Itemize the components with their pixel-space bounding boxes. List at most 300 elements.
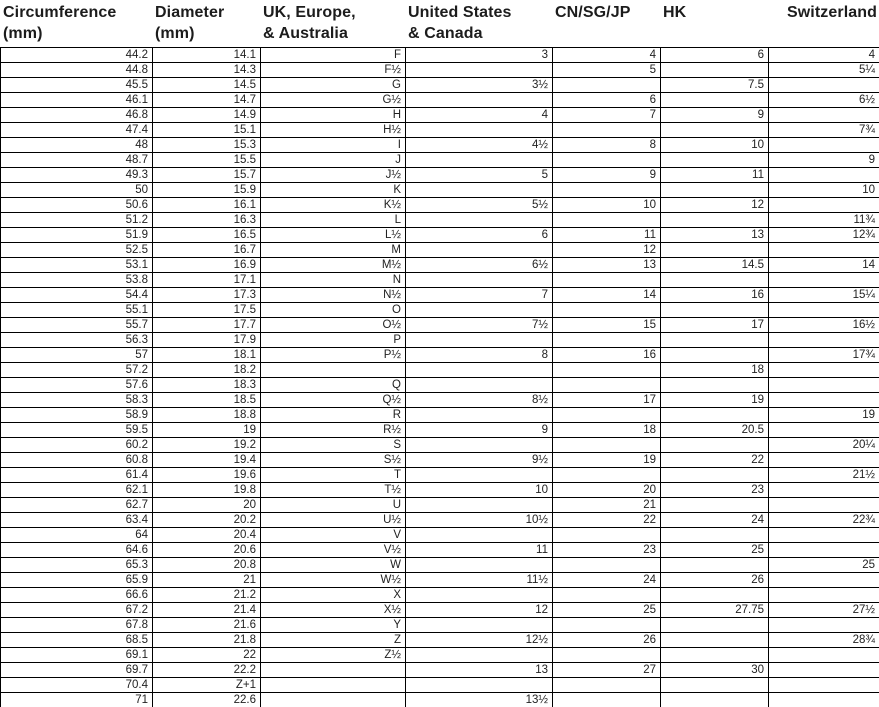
table-cell: [406, 333, 553, 348]
table-cell: 11¾: [769, 213, 879, 228]
table-cell: 5: [553, 63, 661, 78]
table-cell: 70.4: [1, 678, 153, 693]
table-cell: [406, 273, 553, 288]
header-cn-sg-jp: [552, 0, 660, 47]
table-cell: N: [261, 273, 406, 288]
table-row: [1, 483, 879, 498]
table-cell: 20.8: [153, 558, 261, 573]
table-cell: [661, 693, 769, 707]
table-row: [1, 498, 879, 513]
table-cell: L: [261, 213, 406, 228]
table-cell: F½: [261, 63, 406, 78]
table-cell: 17.5: [153, 303, 261, 318]
table-cell: [553, 363, 661, 378]
table-cell: 63.4: [1, 513, 153, 528]
table-cell: 57: [1, 348, 153, 363]
table-row: [1, 258, 879, 273]
table-row: [1, 183, 879, 198]
table-cell: [553, 78, 661, 93]
table-cell: 44.8: [1, 63, 153, 78]
table-cell: [769, 198, 879, 213]
table-row: [1, 678, 879, 693]
table-row: [1, 378, 879, 393]
table-cell: 16: [553, 348, 661, 363]
table-cell: 21.6: [153, 618, 261, 633]
table-row: [1, 663, 879, 678]
table-cell: [661, 153, 769, 168]
table-cell: 61.4: [1, 468, 153, 483]
table-cell: 5¼: [769, 63, 879, 78]
table-cell: 12: [661, 198, 769, 213]
table-cell: [769, 168, 879, 183]
table-cell: 4: [553, 48, 661, 63]
table-cell: 21½: [769, 468, 879, 483]
table-cell: 7: [553, 108, 661, 123]
table-cell: 16: [661, 288, 769, 303]
table-cell: 10: [406, 483, 553, 498]
table-cell: 54.4: [1, 288, 153, 303]
table-cell: 20.2: [153, 513, 261, 528]
table-cell: M: [261, 243, 406, 258]
table-cell: 8½: [406, 393, 553, 408]
table-cell: Z½: [261, 648, 406, 663]
table-cell: J: [261, 153, 406, 168]
table-cell: 22.2: [153, 663, 261, 678]
table-cell: 9½: [406, 453, 553, 468]
header-diameter-line1: Diameter: [155, 4, 225, 21]
table-cell: F: [261, 48, 406, 63]
table-cell: 58.3: [1, 393, 153, 408]
table-cell: [769, 453, 879, 468]
table-cell: 24: [661, 513, 769, 528]
header-switzerland: [768, 0, 879, 47]
table-cell: 27: [553, 663, 661, 678]
table-row: [1, 363, 879, 378]
table-cell: 4: [769, 48, 879, 63]
table-cell: 48: [1, 138, 153, 153]
table-cell: 69.7: [1, 663, 153, 678]
table-cell: [406, 123, 553, 138]
table-cell: N½: [261, 288, 406, 303]
table-cell: 25: [769, 558, 879, 573]
header-hk: [660, 0, 768, 47]
table-cell: 19: [661, 393, 769, 408]
table-cell: 19.2: [153, 438, 261, 453]
header-uk-line1: UK, Europe,: [263, 4, 356, 21]
table-cell: 7½: [406, 318, 553, 333]
table-row: [1, 588, 879, 603]
table-cell: 7¾: [769, 123, 879, 138]
table-cell: 6½: [406, 258, 553, 273]
table-cell: [661, 588, 769, 603]
table-row: [1, 618, 879, 633]
table-row: [1, 333, 879, 348]
table-cell: 55.1: [1, 303, 153, 318]
table-cell: H½: [261, 123, 406, 138]
table-cell: 27.75: [661, 603, 769, 618]
table-cell: Z+1: [153, 678, 261, 693]
table-row: [1, 108, 879, 123]
table-cell: [769, 543, 879, 558]
table-cell: 30: [661, 663, 769, 678]
table-cell: 19: [553, 453, 661, 468]
table-cell: 6½: [769, 93, 879, 108]
table-cell: 25: [553, 603, 661, 618]
table-cell: I: [261, 138, 406, 153]
table-cell: 67.2: [1, 603, 153, 618]
table-cell: 18.3: [153, 378, 261, 393]
table-cell: 21: [553, 498, 661, 513]
table-cell: 16.3: [153, 213, 261, 228]
table-cell: 49.3: [1, 168, 153, 183]
table-cell: [553, 183, 661, 198]
size-table-body: [1, 48, 879, 707]
table-cell: S½: [261, 453, 406, 468]
table-cell: 18.5: [153, 393, 261, 408]
table-cell: 22: [553, 513, 661, 528]
table-cell: [261, 693, 406, 707]
table-cell: 10½: [406, 513, 553, 528]
table-cell: 5½: [406, 198, 553, 213]
table-cell: 44.2: [1, 48, 153, 63]
table-cell: M½: [261, 258, 406, 273]
table-cell: 19.4: [153, 453, 261, 468]
table-cell: 15.9: [153, 183, 261, 198]
table-cell: P½: [261, 348, 406, 363]
table-cell: [769, 693, 879, 707]
header-uk-line2: & Australia: [263, 25, 348, 42]
table-cell: 14.1: [153, 48, 261, 63]
table-cell: 20: [153, 498, 261, 513]
table-cell: [769, 528, 879, 543]
table-cell: [553, 303, 661, 318]
table-cell: 7: [406, 288, 553, 303]
table-cell: 11½: [406, 573, 553, 588]
table-cell: 10: [553, 198, 661, 213]
table-row: [1, 693, 879, 707]
table-cell: Q: [261, 378, 406, 393]
table-cell: R: [261, 408, 406, 423]
table-row: [1, 168, 879, 183]
table-cell: [661, 63, 769, 78]
table-cell: [661, 528, 769, 543]
table-cell: 65.3: [1, 558, 153, 573]
table-cell: 50: [1, 183, 153, 198]
table-cell: 15.1: [153, 123, 261, 138]
table-row: [1, 393, 879, 408]
table-cell: 12½: [406, 633, 553, 648]
table-cell: [661, 438, 769, 453]
table-cell: [661, 93, 769, 108]
table-cell: 16.7: [153, 243, 261, 258]
table-cell: 51.2: [1, 213, 153, 228]
table-cell: [553, 333, 661, 348]
table-cell: 22.6: [153, 693, 261, 707]
table-cell: [769, 618, 879, 633]
table-cell: 17.9: [153, 333, 261, 348]
table-cell: 3½: [406, 78, 553, 93]
table-cell: 65.9: [1, 573, 153, 588]
table-cell: 14.3: [153, 63, 261, 78]
table-cell: 14.5: [153, 78, 261, 93]
header-switzerland-line2: Switzerland: [786, 4, 877, 21]
table-cell: 26: [553, 633, 661, 648]
table-cell: 19.6: [153, 468, 261, 483]
table-cell: [769, 648, 879, 663]
table-cell: 21.2: [153, 588, 261, 603]
table-cell: O½: [261, 318, 406, 333]
table-cell: 11: [553, 228, 661, 243]
table-cell: 17.7: [153, 318, 261, 333]
table-cell: [769, 138, 879, 153]
table-cell: 20¼: [769, 438, 879, 453]
table-cell: 28¾: [769, 633, 879, 648]
table-cell: 45.5: [1, 78, 153, 93]
table-cell: V: [261, 528, 406, 543]
ring-size-table: [0, 47, 879, 707]
table-cell: Z: [261, 633, 406, 648]
table-cell: [769, 663, 879, 678]
table-cell: [661, 213, 769, 228]
table-cell: [406, 183, 553, 198]
header-us-line1: United States: [408, 4, 512, 21]
table-cell: W½: [261, 573, 406, 588]
table-cell: [769, 243, 879, 258]
table-cell: 46.8: [1, 108, 153, 123]
header-diameter-line2: (mm): [155, 25, 195, 42]
table-cell: 20: [553, 483, 661, 498]
table-cell: L½: [261, 228, 406, 243]
table-row: [1, 528, 879, 543]
table-cell: [553, 648, 661, 663]
table-row: [1, 303, 879, 318]
table-cell: 60.8: [1, 453, 153, 468]
table-cell: [553, 468, 661, 483]
table-cell: 19.8: [153, 483, 261, 498]
table-cell: 3: [406, 48, 553, 63]
table-cell: [661, 333, 769, 348]
table-cell: 53.1: [1, 258, 153, 273]
table-cell: O: [261, 303, 406, 318]
table-cell: 57.2: [1, 363, 153, 378]
table-cell: 15.3: [153, 138, 261, 153]
table-cell: 26: [661, 573, 769, 588]
table-row: [1, 273, 879, 288]
table-cell: 9: [661, 108, 769, 123]
table-cell: [769, 108, 879, 123]
table-cell: 58.9: [1, 408, 153, 423]
table-cell: [406, 363, 553, 378]
table-cell: J½: [261, 168, 406, 183]
table-cell: 12¾: [769, 228, 879, 243]
table-cell: [661, 273, 769, 288]
table-cell: [661, 408, 769, 423]
table-cell: 6: [406, 228, 553, 243]
table-cell: 55.7: [1, 318, 153, 333]
table-cell: [769, 678, 879, 693]
table-cell: [769, 303, 879, 318]
table-cell: [769, 78, 879, 93]
table-row: [1, 648, 879, 663]
table-cell: 12: [406, 603, 553, 618]
table-cell: 9: [553, 168, 661, 183]
table-cell: 20.4: [153, 528, 261, 543]
table-row: [1, 93, 879, 108]
table-cell: [406, 153, 553, 168]
table-cell: Y: [261, 618, 406, 633]
table-cell: 21.8: [153, 633, 261, 648]
table-cell: X½: [261, 603, 406, 618]
table-cell: [406, 213, 553, 228]
table-cell: 24: [553, 573, 661, 588]
table-cell: [661, 243, 769, 258]
table-row: [1, 573, 879, 588]
table-cell: S: [261, 438, 406, 453]
table-cell: 17: [553, 393, 661, 408]
table-cell: 59.5: [1, 423, 153, 438]
table-cell: [553, 273, 661, 288]
table-cell: 50.6: [1, 198, 153, 213]
table-row: [1, 48, 879, 63]
table-cell: 17: [661, 318, 769, 333]
table-cell: 10: [769, 183, 879, 198]
table-cell: [406, 303, 553, 318]
table-cell: R½: [261, 423, 406, 438]
table-cell: 6: [553, 93, 661, 108]
table-cell: [769, 483, 879, 498]
table-cell: 14.9: [153, 108, 261, 123]
table-cell: [661, 378, 769, 393]
table-cell: [406, 378, 553, 393]
table-row: [1, 513, 879, 528]
table-cell: 20.6: [153, 543, 261, 558]
table-cell: 11: [406, 543, 553, 558]
table-row: [1, 318, 879, 333]
table-cell: T½: [261, 483, 406, 498]
table-cell: 60.2: [1, 438, 153, 453]
table-row: [1, 423, 879, 438]
table-cell: 9: [769, 153, 879, 168]
table-cell: 64.6: [1, 543, 153, 558]
table-cell: [769, 393, 879, 408]
table-cell: 57.6: [1, 378, 153, 393]
header-diameter: [152, 0, 260, 47]
table-cell: [406, 618, 553, 633]
table-cell: [553, 438, 661, 453]
table-cell: [661, 498, 769, 513]
table-row: [1, 213, 879, 228]
table-cell: 23: [661, 483, 769, 498]
table-cell: 22: [153, 648, 261, 663]
table-cell: [406, 63, 553, 78]
table-cell: 8: [406, 348, 553, 363]
table-cell: [406, 93, 553, 108]
table-cell: K½: [261, 198, 406, 213]
table-cell: 4: [406, 108, 553, 123]
table-cell: [406, 243, 553, 258]
table-cell: 52.5: [1, 243, 153, 258]
table-row: [1, 453, 879, 468]
table-row: [1, 138, 879, 153]
table-row: [1, 468, 879, 483]
table-cell: 13: [661, 228, 769, 243]
table-cell: 16½: [769, 318, 879, 333]
table-row: [1, 123, 879, 138]
header-circumference: [0, 0, 152, 47]
table-cell: 18: [553, 423, 661, 438]
table-cell: 19: [153, 423, 261, 438]
table-cell: [553, 123, 661, 138]
table-cell: [661, 303, 769, 318]
table-row: [1, 63, 879, 78]
table-header-row: [0, 0, 879, 47]
table-cell: 18.8: [153, 408, 261, 423]
table-cell: 15¼: [769, 288, 879, 303]
header-circumference-line2: (mm): [3, 25, 43, 42]
table-row: [1, 348, 879, 363]
table-cell: [661, 123, 769, 138]
table-cell: W: [261, 558, 406, 573]
table-row: [1, 288, 879, 303]
table-cell: [406, 588, 553, 603]
table-row: [1, 558, 879, 573]
table-cell: [406, 468, 553, 483]
table-cell: 18.1: [153, 348, 261, 363]
table-cell: 16.9: [153, 258, 261, 273]
table-cell: [553, 618, 661, 633]
table-cell: 16.1: [153, 198, 261, 213]
table-cell: 69.1: [1, 648, 153, 663]
table-cell: 62.7: [1, 498, 153, 513]
table-cell: [769, 588, 879, 603]
table-cell: 68.5: [1, 633, 153, 648]
table-cell: [661, 618, 769, 633]
table-cell: 14: [769, 258, 879, 273]
table-row: [1, 78, 879, 93]
table-cell: [769, 363, 879, 378]
table-cell: [661, 558, 769, 573]
table-row: [1, 243, 879, 258]
table-cell: 47.4: [1, 123, 153, 138]
header-hk-line2: HK: [663, 4, 687, 21]
table-cell: 19: [769, 408, 879, 423]
table-cell: [661, 348, 769, 363]
table-cell: 13: [553, 258, 661, 273]
table-cell: 16.5: [153, 228, 261, 243]
table-cell: 17¾: [769, 348, 879, 363]
table-cell: 48.7: [1, 153, 153, 168]
table-cell: 12: [553, 243, 661, 258]
table-cell: 22¾: [769, 513, 879, 528]
table-cell: 15.5: [153, 153, 261, 168]
table-cell: 15.7: [153, 168, 261, 183]
table-cell: 21.4: [153, 603, 261, 618]
table-cell: 18: [661, 363, 769, 378]
table-row: [1, 408, 879, 423]
table-cell: [406, 678, 553, 693]
table-cell: 51.9: [1, 228, 153, 243]
table-cell: 13½: [406, 693, 553, 707]
table-cell: 6: [661, 48, 769, 63]
table-row: [1, 603, 879, 618]
table-cell: 46.1: [1, 93, 153, 108]
table-cell: [553, 408, 661, 423]
table-cell: 23: [553, 543, 661, 558]
table-cell: 7.5: [661, 78, 769, 93]
table-cell: [406, 528, 553, 543]
table-cell: 64: [1, 528, 153, 543]
table-cell: 21: [153, 573, 261, 588]
